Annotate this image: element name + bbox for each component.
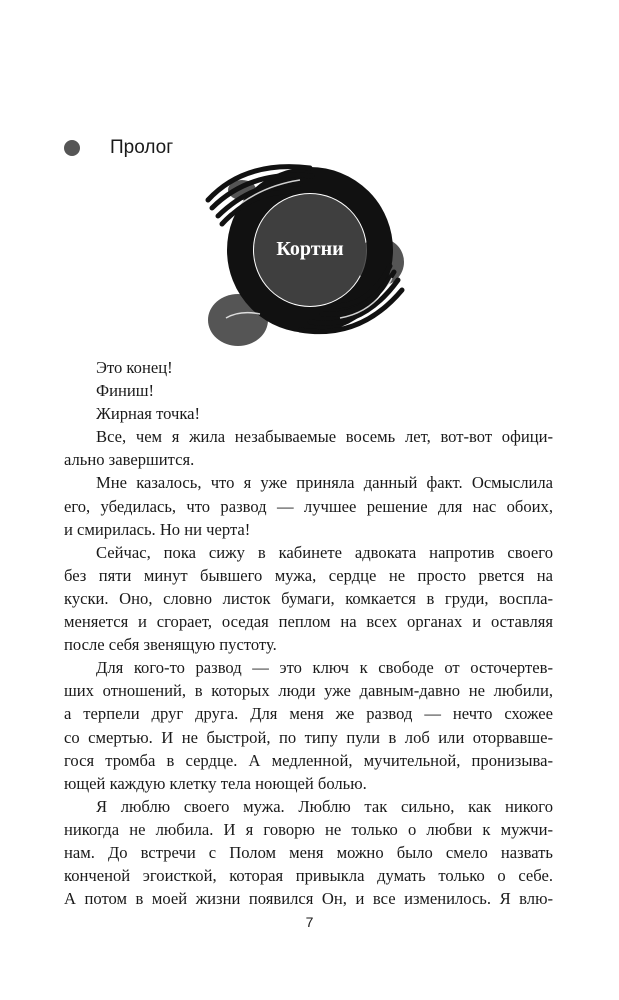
text-line: Для кого-то развод — это ключ к свободе от осточертев-: [96, 658, 553, 678]
chapter-emblem: [190, 150, 430, 360]
text-line: нам. До встречи с Полом меня можно было смело назвать: [64, 842, 553, 862]
text-line: А потом в моей жизни появился Он, и все изменилось. Я влю-: [64, 889, 553, 909]
text-line: его, убедилась, что развод — лучшее решение для нас обоих,: [64, 496, 553, 516]
section-header: [64, 137, 173, 159]
text-line: а терпели друг друга. Для меня же развод — нечто схожее: [64, 704, 553, 724]
text-line: конченой эгоисткой, которая привыкла думать только о себе.: [64, 866, 553, 886]
chapter-body-text: [64, 356, 553, 910]
text-line: Я люблю своего мужа. Люблю так сильно, как никого: [96, 796, 553, 816]
text-line: Сейчас, пока сижу в кабинете адвоката напротив своего: [96, 542, 553, 562]
text-line: никогда не любила. И я говорю не только о любви к мужчи-: [64, 819, 553, 839]
text-line: куски. Оно, словно листок бумаги, комкается в груди, воспла-: [64, 588, 553, 608]
section-title: Пролог: [110, 137, 174, 158]
text-line: ших отношений, в которых люди уже давным-давно не любили,: [64, 681, 553, 701]
text-line: Жирная точка!: [96, 404, 201, 424]
text-line: Финиш!: [96, 381, 155, 401]
page-number: 7: [305, 914, 314, 930]
text-line: ально завершится.: [64, 450, 195, 470]
text-line: Мне казалось, что я уже приняла данный факт. Осмыслила: [96, 473, 553, 493]
section-bullet-icon: [64, 140, 80, 156]
text-line: меняется и сгорает, оседая пеплом на всех органах и оставляя: [64, 612, 553, 632]
text-line: Это конец!: [96, 358, 173, 377]
text-line: гося тромба в сердце. А медленной, мучительной, пронизыва-: [64, 750, 553, 770]
text-line: Все, чем я жила незабываемые восемь лет, вот-вот офици-: [96, 427, 553, 447]
text-line: без пяти минут бывшего мужа, сердце не просто рвется на: [64, 565, 553, 585]
text-line: и смирилась. Но ни черта!: [64, 519, 251, 539]
chapter-character-name: Кортни: [276, 238, 344, 260]
text-line: после себя звенящую пустоту.: [64, 635, 277, 655]
text-line: со смертью. И не быстрой, по типу пули в лоб или оторвавше-: [64, 727, 553, 747]
text-line: ющей каждую клетку тела ноющей болью.: [64, 773, 367, 793]
